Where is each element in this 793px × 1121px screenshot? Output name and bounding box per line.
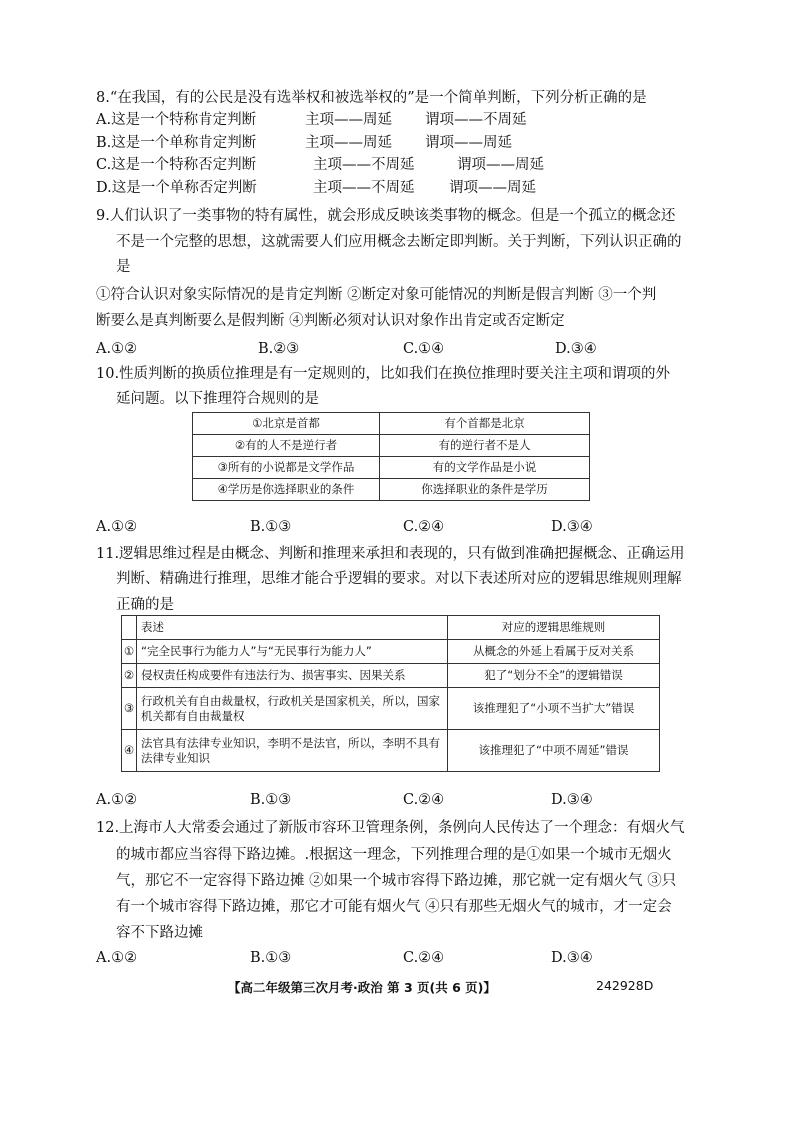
q10-stem-line2: 延问题。以下推理符合规则的是 (116, 391, 319, 407)
table-row (122, 688, 660, 730)
page-footer: 【高二年级第三次月考·政治 第 3 页(共 6 页)】 (228, 980, 496, 995)
choice-a: A.①② (96, 950, 138, 966)
q9-stem-line3: 是 (116, 259, 131, 275)
exam-page: 8.“在我国，有的公民是没有选举权和被选举权的”是一个简单判断，下列分析正确的是 A.这是一个特称肯定判断 主项——周延 谓项——不周延 B.这是一个单称肯定判断 主项——周延 谓项——周延 C.这是一个特称否定判断 主项——不周延 谓项——周延 D.这是一个单称否定判断 主项——不周延 谓项——周延 9.人们认识了一类事物的特有属性，就会形成反映该类事物的概念。但是一个孤立的概念还 不是一个完整的思想，这就需要人们应用概念去断定即判断。关于判断，下列认识正确的 是 ①符合认识对象实际情况的是肯定判断 ②断定对象可能情况的判断是假言判断 ③一个判 断要么是真判断要么是假判断 ④判断必须对认识对象作出肯定或否定断定 A.①② B.②③ C.①④ D.③④ 10.性质判断的换质位推理是有一定规则的，比如我们在换位推理时要关注主项和谓项的外 延问题。以下推理符合规则的是 ①北京是首都 有个首都是北京 ②有的人不是逆行者 有的逆行者不是人 ③所有的小说都是文学作品 有的文学作品是小说 ④学历是你选择职业的条件 你选择职业的条件是学历 A.①② B.①③ C.②④ D.③④ 11.逻辑思维过程是由概念、判断和推理来承担和表现的，只有做到准确把握概念、正确运用 判断、精确进行推理，思维才能合乎逻辑的要求。对以下表述所对应的逻辑思维规则理解 正确的是 表述 对应的逻辑思维规则 ① “完全民事行为能力人”与“无民事行为能力人” 从概念的外延上看属于反对关系 ② 侵权责任构成要件有违法行为、损害事实、因果关系 犯了“划分不全”的逻辑错误 ③ 行政机关有自由裁量权，行政机关是国家机关，所以，国家机关都有自由裁量权 该推理犯了“小项不当扩大”错误 ④ 法官具有法律专业知识，李明不是法官，所以，李明不具有法律专业知识 该推理犯了“中项不周延”错误 A.①② B.①③ C.②④ D.③④ 12.上海市人大常委会通过了新版市容环卫管理条例，条例向人民传达了一个理念：有烟火气 的城市都应当容得下路边摊。.根据这一理念，下列推理合理的是①如果一个城市无烟火 气，那它不一定容得下路边摊 ②如果一个城市容得下路边摊，那它就一定有烟火气 ③只 有一个城市容得下路边摊，那它才可能有烟火气 ④只有那些无烟火气的城市，才一定会 容不下路边摊 A.①② B.①③ C.②④ D.③④ 【高二年级第三次月考·政治 第 3 页(共 6 页)】 242928D (96, 90, 685, 995)
table-cell: 该推理犯了“中项不周延”错误 (448, 730, 660, 772)
table-cell: ④ (122, 730, 137, 772)
table-cell: ③所有的小说都是文学作品 (193, 457, 380, 479)
exam-code: 242928D (596, 978, 654, 993)
q9-items-line1: ①符合认识对象实际情况的是肯定判断 ②断定对象可能情况的判断是假言判断 ③一个判 (96, 287, 657, 303)
table-cell: 有的逆行者不是人 (380, 435, 590, 457)
table-cell: 法官具有法律专业知识，李明不是法官，所以，李明不具有法律专业知识 (137, 730, 448, 772)
table-row (122, 730, 660, 772)
table-cell: 犯了“划分不全”的逻辑错误 (448, 664, 660, 688)
q12-line5: 容不下路边摊 (116, 925, 203, 941)
q10-table (192, 412, 590, 501)
choice-d: D.③④ (551, 519, 593, 535)
table-cell: ③ (122, 688, 137, 730)
choice-b: B.①③ (250, 950, 292, 966)
q11-stem-line3: 正确的是 (116, 597, 174, 613)
q8-stem: 8.“在我国，有的公民是没有选举权和被选举权的”是一个简单判断，下列分析正确的是 (96, 90, 647, 106)
choice-a: A.①② (96, 792, 138, 808)
choice-c: C.②④ (403, 519, 445, 535)
table-row (193, 457, 590, 479)
table-cell: 行政机关有自由裁量权，行政机关是国家机关，所以，国家机关都有自由裁量权 (137, 688, 448, 730)
table-row (122, 664, 660, 688)
table-cell: 侵权责任构成要件有违法行为、损害事实、因果关系 (137, 664, 448, 688)
table-cell: 该推理犯了“小项不当扩大”错误 (448, 688, 660, 730)
table-row (122, 640, 660, 664)
table-header-cell: 对应的逻辑思维规则 (448, 616, 660, 640)
choice-c: C.①④ (403, 341, 445, 357)
q11-stem-line2: 判断、精确进行推理，思维才能合乎逻辑的要求。对以下表述所对应的逻辑思维规则理解 (116, 571, 682, 587)
q9-items-line2: 断要么是真判断要么是假判断 ④判断必须对认识对象作出肯定或否定断定 (96, 313, 565, 329)
choice-c: C.②④ (403, 950, 445, 966)
choice-b: B.①③ (250, 792, 292, 808)
q11-table (121, 615, 660, 772)
choice-d: D.③④ (551, 792, 593, 808)
table-header-row (122, 616, 660, 640)
q12-line4: 有一个城市容得下路边摊，那它才可能有烟火气 ④只有那些无烟火气的城市，才一定会 (116, 899, 672, 915)
choice-b: B.①③ (250, 519, 292, 535)
table-cell: ②有的人不是逆行者 (193, 435, 380, 457)
choice-d: D.③④ (551, 950, 593, 966)
choice-a: A.①② (96, 341, 138, 357)
q12-line2: 的城市都应当容得下路边摊。.根据这一理念，下列推理合理的是①如果一个城市无烟火 (116, 847, 672, 863)
q12-line3: 气，那它不一定容得下路边摊 ②如果一个城市容得下路边摊，那它就一定有烟火气 ③只 (116, 873, 677, 889)
table-cell: ② (122, 664, 137, 688)
table-cell: 从概念的外延上看属于反对关系 (448, 640, 660, 664)
table-cell: 有的文学作品是小说 (380, 457, 590, 479)
q12-line1: 12.上海市人大常委会通过了新版市容环卫管理条例，条例向人民传达了一个理念：有烟火气 (96, 820, 685, 836)
table-cell: ① (122, 640, 137, 664)
table-row (193, 479, 590, 501)
table-cell: 有个首都是北京 (380, 413, 590, 435)
choice-a: A.①② (96, 519, 138, 535)
table-cell: “完全民事行为能力人”与“无民事行为能力人” (137, 640, 448, 664)
q10-stem-line1: 10.性质判断的换质位推理是有一定规则的，比如我们在换位推理时要关注主项和谓项的外 (96, 366, 671, 382)
table-cell: ④学历是你选择职业的条件 (193, 479, 380, 501)
choice-c: C.②④ (403, 792, 445, 808)
q11-stem-line1: 11.逻辑思维过程是由概念、判断和推理来承担和表现的，只有做到准确把握概念、正确运用 (96, 546, 685, 562)
q9-stem-line2: 不是一个完整的思想，这就需要人们应用概念去断定即判断。关于判断，下列认识正确的 (116, 234, 682, 250)
table-row (193, 435, 590, 457)
table-cell: 你选择职业的条件是学历 (380, 479, 590, 501)
q9-stem-line1: 9.人们认识了一类事物的特有属性，就会形成反映该类事物的概念。但是一个孤立的概念还 (96, 208, 676, 224)
choice-b: B.②③ (258, 341, 300, 357)
table-header-cell (122, 616, 137, 640)
table-row (193, 413, 590, 435)
table-cell: ①北京是首都 (193, 413, 380, 435)
table-header-cell: 表述 (137, 616, 448, 640)
choice-d: D.③④ (555, 341, 597, 357)
